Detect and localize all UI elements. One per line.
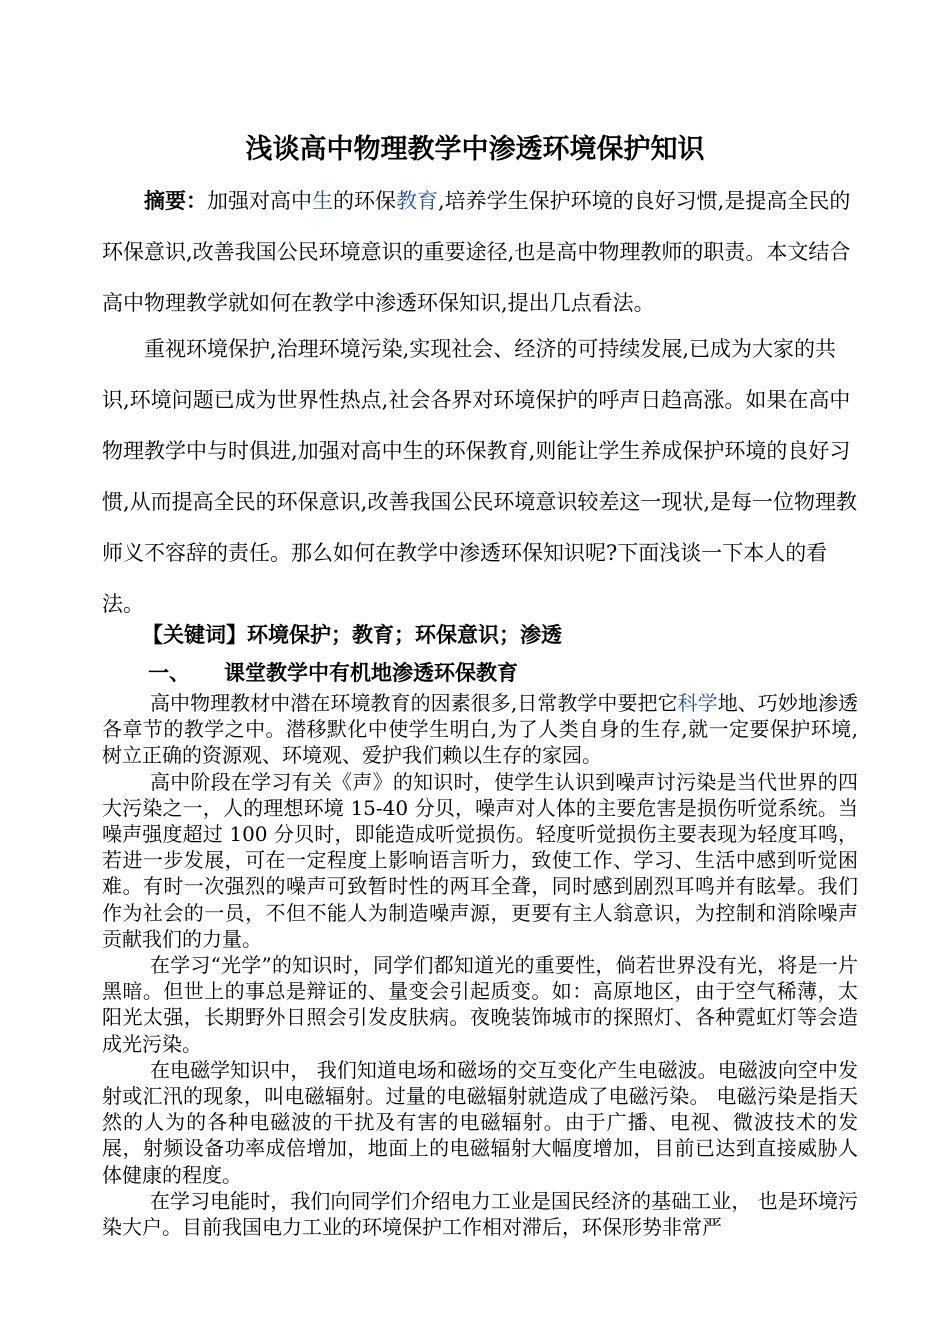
abstract-link-2[interactable]: 教育 [396,189,438,213]
abstract-label: 摘要： [144,189,207,213]
keywords: 【关键词】环境保护；教育；环保意识；渗透 [142,623,562,647]
abstract-text-1: 加强对高中 [207,189,312,213]
body-paragraph-3: 在学习“光学”的知识时，同学们都知道光的重要性，倘若世界没有光，将是一片黑暗。但世上的事总是辩证的、量变会引起质变。如：高原地区，由于空气稀薄，太阳光太强，长期野外日照会引发皮肤病。夜晚装饰城市的探照灯、各种霓虹灯等会造成光污染。 [102,953,858,1056]
abstract-text-3: ,培养学生保护环境的良好习惯,是提高全民的环保意识,改善我国公民环境意识的重要途径,也是高中物理教师的职责。本文结合高中物理教学就如何在教学中渗透环保知识,提出几点看法。 [102,189,851,315]
abstract-paragraph [102,176,858,329]
section-number: 一、 [148,661,190,685]
abstract-text-2: 的环保 [333,189,396,213]
body-paragraph-1 [102,690,858,769]
body-text [102,690,858,1240]
abstract-link-1[interactable]: 生 [312,189,333,213]
body-paragraph-5: 在学习电能时，我们向同学们介绍电力工业是国民经济的基础工业， 也是环境污染大户。目前我国电力工业的环境保护工作相对滞后，环保形势非常严 [102,1188,858,1240]
body-paragraph-1-text-a: 高中物理教材中潜在环境教育的因素很多,日常教学中要把它 [150,691,678,715]
body-paragraph-2: 高中阶段在学习有关《声》的知识时，使学生认识到噪声讨污染是当代世界的四大污染之一，人的理想环境 15-40 分贝，噪声对人体的主要危害是损伤听觉系统。当噪声强度超过 100 分贝时，即能造成听觉损伤。轻度听觉损伤主要表现为轻度耳鸣，若进一步发展，可在一定程度上影响语言听力，致使工作、学习、生活中感到听觉困难。有时一次强烈的噪声可致暂时性的两耳全聋，同时感到剧烈耳鸣并有眩晕。我们作为社会的一员，不但不能人为制造噪声源，更要有主人翁意识，为控制和消除噪声贡献我们的力量。 [102,769,858,951]
section-title: 课堂教学中有机地渗透环保教育 [224,661,518,685]
body-link-science[interactable]: 科学 [677,691,718,715]
body-paragraph-4: 在电磁学知识中， 我们知道电场和磁场的交互变化产生电磁波。电磁波向空中发射或汇汛的现象，叫电磁辐射。过量的电磁辐射就造成了电磁污染。 电磁污染是指天然的人为的各种电磁波的干扰及有害的电磁辐射。由于广播、电视、微波技术的发展，射频设备功率成倍增加，地面上的电磁辐射大幅度增加，目前已达到直接威胁人体健康的程度。 [102,1057,858,1187]
section-heading [148,658,518,688]
intro-paragraph: 重视环境保护,治理环境污染,实现社会、经济的可持续发展,已成为大家的共识,环境问题已成为世界性热点,社会各界对环境保护的呼声日趋高涨。如果在高中物理教学中与时俱进,加强对高中生的环保教育,则能让学生养成保护环境的良好习惯,从而提高全民的环保意识,改善我国公民环境意识较差这一现状,是每一位物理教师义不容辞的责任。那么如何在教学中渗透环保知识呢?下面浅谈一下本人的看法。 [102,337,858,616]
body-paragraph-1-text-b: 地、巧妙地渗透各章节的教学之中。潜移默化中使学生明白,为了人类自身的生存,就一定要保护环境, 树立正确的资源观、环境观、爱护我们赖以生存的家园。 [102,691,858,768]
page-title: 浅谈高中物理教学中渗透环境保护知识 [245,134,705,165]
